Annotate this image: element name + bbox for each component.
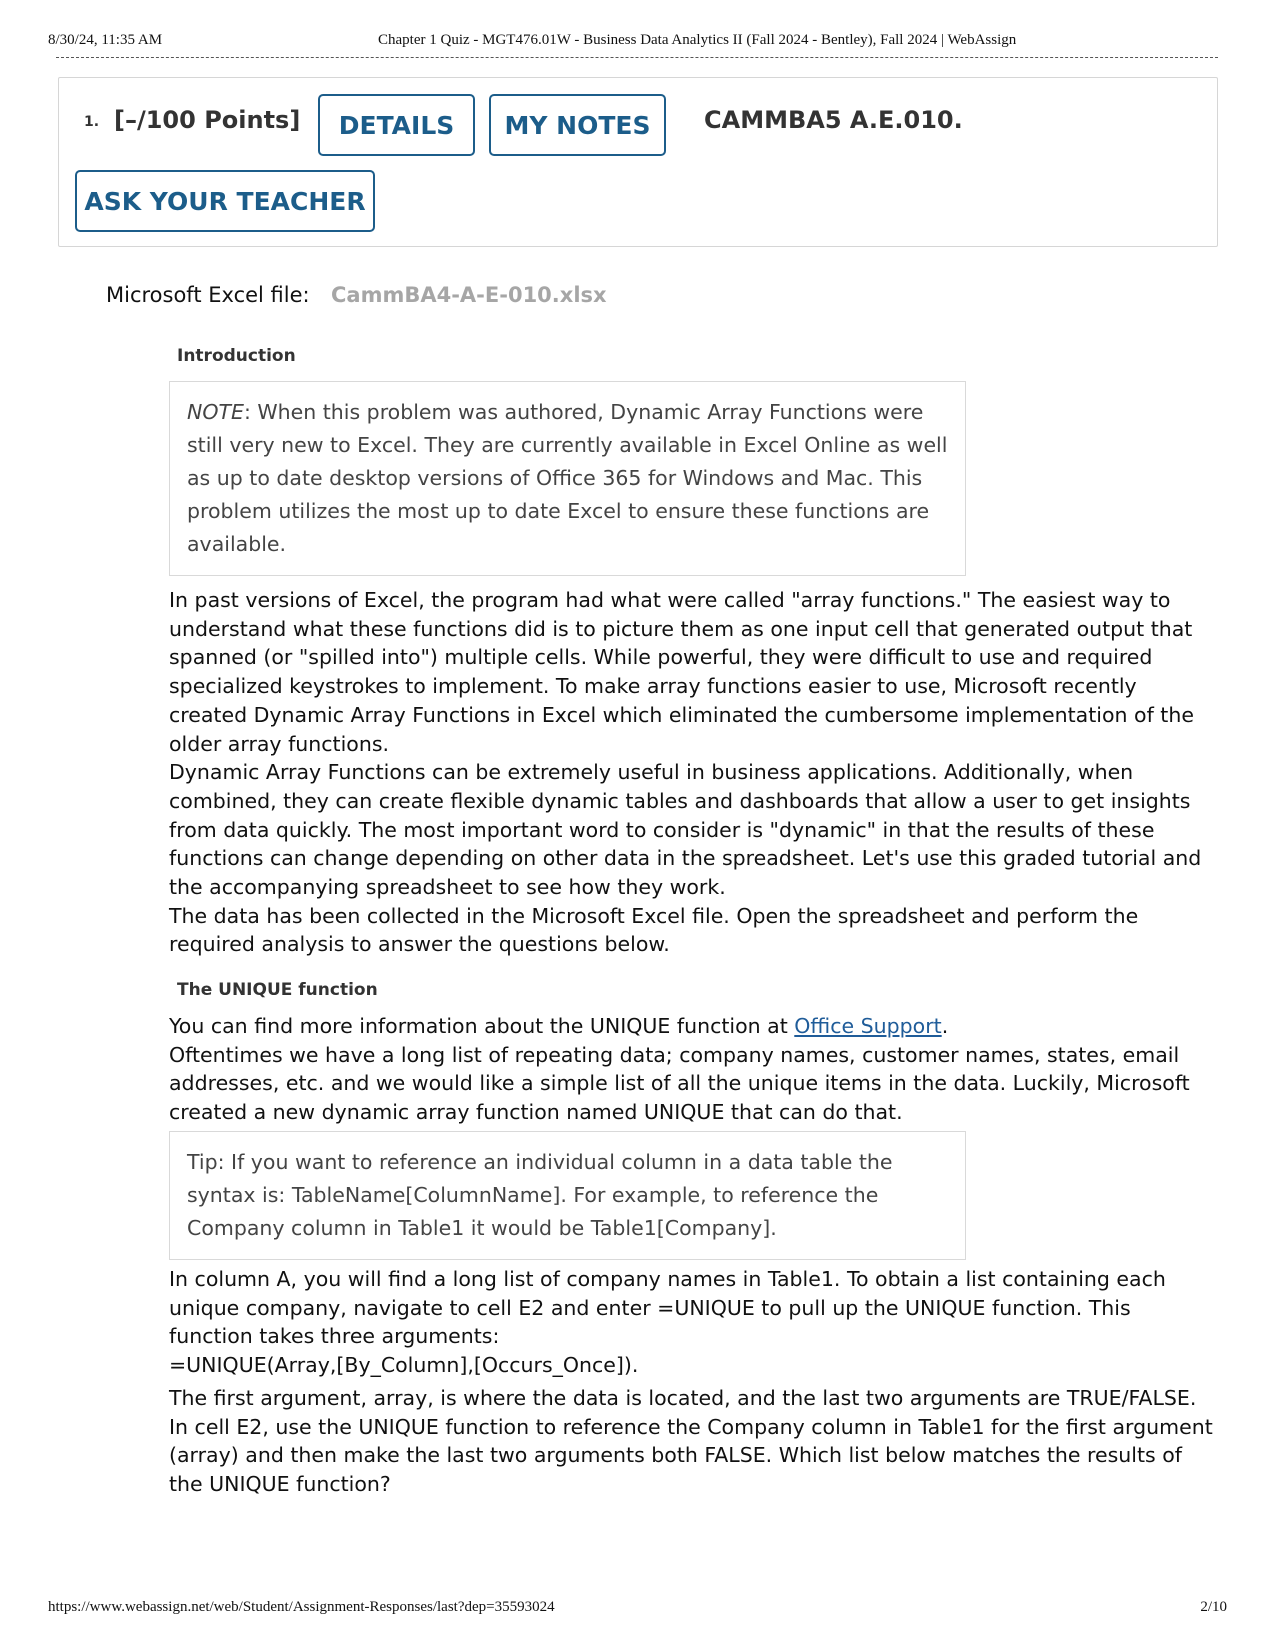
introduction-heading: Introduction xyxy=(177,346,296,366)
intro-paragraph-2: Dynamic Array Functions can be extremely useful in business applications. Additionally, when combined, they can create flexible dynamic tables and dashboards that allow a user to get insights from data quickly. The most important word to consider is "dynamic" in that the results of these functions can change depending on other data in the spreadsheet. Let's use this graded tutorial and the accompanying spreadsheet to see how they work. xyxy=(169,760,1202,900)
unique-intro xyxy=(169,1012,1219,1127)
intro-paragraph-3: The data has been collected in the Microsoft Excel file. Open the spreadsheet and perform the required analysis to answer the questions below. xyxy=(169,903,1139,957)
print-timestamp: 8/30/24, 11:35 AM xyxy=(48,32,163,48)
office-support-link[interactable]: Office Support xyxy=(794,1014,942,1038)
unique-body xyxy=(169,1265,1219,1499)
print-url: https://www.webassign.net/web/Student/Assignment-Responses/last?dep=35593024 xyxy=(48,1599,555,1615)
excel-file-link[interactable]: CammBA4-A-E-010.xlsx xyxy=(331,283,607,307)
unique-p1-period: . xyxy=(941,1014,949,1038)
page-number: 2/10 xyxy=(1200,1599,1227,1615)
introduction-body xyxy=(169,586,1219,959)
ask-your-teacher-button[interactable]: ASK YOUR TEACHER xyxy=(75,170,375,232)
note-text: : When this problem was authored, Dynamic Array Functions were still very new to Excel. They are currently available in Excel Online as well as up to date desktop versions of Office 365 for Windows and Mac. This problem utilizes the most up to date Excel to ensure these functions are available. xyxy=(187,400,948,556)
question-points: [–/100 Points] xyxy=(114,106,301,134)
note-box xyxy=(169,381,966,576)
details-button[interactable]: DETAILS xyxy=(318,94,475,156)
question-code: CAMMBA5 A.E.010. xyxy=(704,106,963,134)
intro-paragraph-1: In past versions of Excel, the program had what were called "array functions." The easiest way to understand what these functions did is to picture them as one input cell that generated output that spanned (or "spilled into") multiple cells. While powerful, they were difficult to use and required specialized keystrokes to implement. To make array functions easier to use, Microsoft recently created Dynamic Array Functions in Excel which eliminated the cumbersome implementation of the older array functions. xyxy=(169,588,1194,756)
my-notes-button[interactable]: MY NOTES xyxy=(489,94,666,156)
unique-paragraph-2: Oftentimes we have a long list of repeating data; company names, customer names, states, email addresses, etc. and we would like a simple list of all the unique items in the data. Luckily, Microsoft created a new dynamic array function named UNIQUE that can do that. xyxy=(169,1042,1190,1125)
unique-paragraph-1 xyxy=(169,1012,1219,1041)
unique-p1-text: You can find more information about the UNIQUE function at xyxy=(169,1014,795,1038)
question-header-box xyxy=(58,77,1218,247)
tip-box xyxy=(169,1131,966,1260)
unique-paragraph-3: In column A, you will find a long list of company names in Table1. To obtain a list containing each unique company, navigate to cell E2 and enter =UNIQUE to pull up the UNIQUE function. This function takes three arguments: xyxy=(169,1267,1166,1349)
excel-file-label: Microsoft Excel file: xyxy=(106,283,310,307)
print-footer xyxy=(48,1599,1227,1616)
note-label: NOTE xyxy=(187,400,244,424)
excel-file-row xyxy=(106,283,607,307)
tip-text: Tip: If you want to reference an individual column in a data table the syntax is: TableName[ColumnName]. For example, to reference the Company column in Table1 it would be Table1[Company]. xyxy=(187,1150,893,1240)
question-number: 1. xyxy=(84,114,100,130)
unique-heading: The UNIQUE function xyxy=(177,980,378,1000)
unique-paragraph-5: In cell E2, use the UNIQUE function to reference the Company column in Table1 for the first argument (array) and then make the last two arguments both FALSE. Which list below matches the results of the UNIQUE function? xyxy=(169,1414,1213,1496)
header-divider xyxy=(56,57,1218,58)
unique-paragraph-4: The first argument, array, is where the data is located, and the last two arguments are TRUE/FALSE. xyxy=(169,1385,1197,1410)
print-title: Chapter 1 Quiz - MGT476.01W - Business Data Analytics II (Fall 2024 - Bentley), Fall 2024 | WebAssign xyxy=(378,32,1017,48)
unique-formula: =UNIQUE(Array,[By_Column],[Occurs_Once]). xyxy=(169,1353,639,1378)
